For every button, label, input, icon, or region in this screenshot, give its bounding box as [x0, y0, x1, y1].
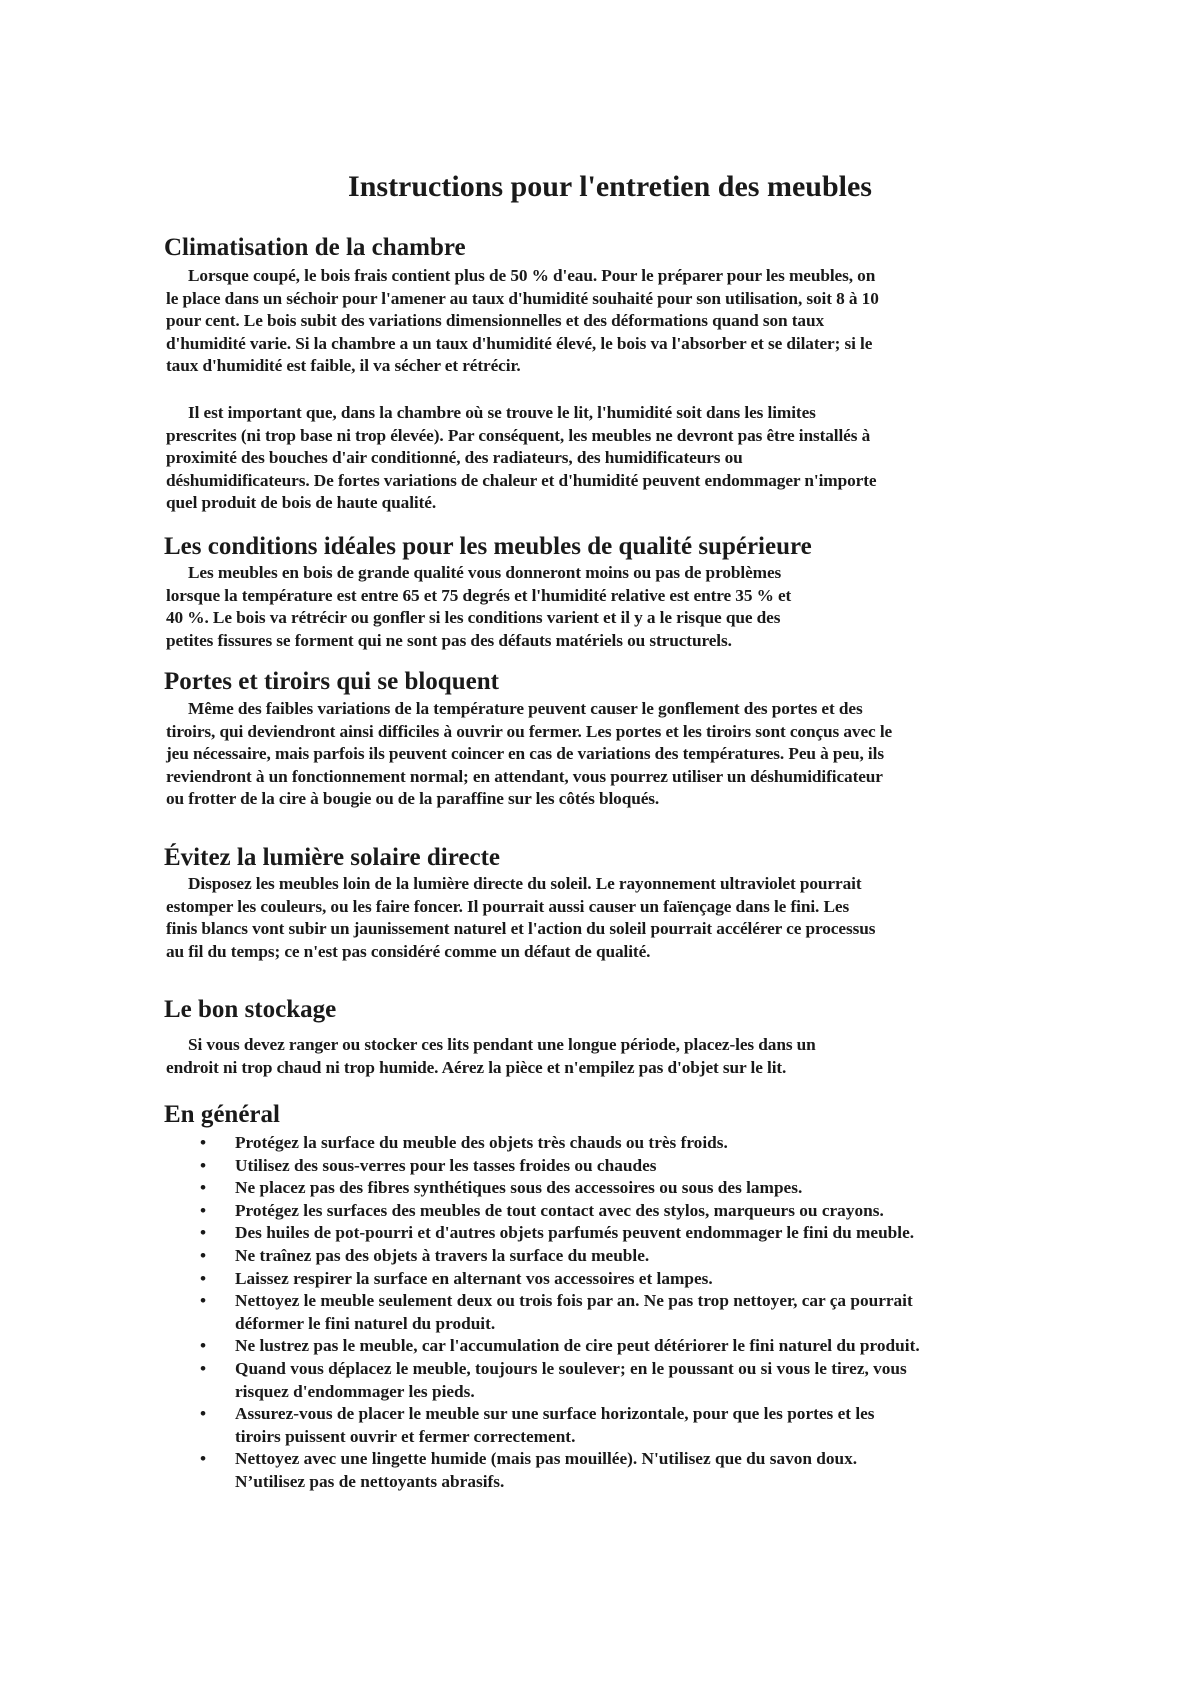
heading-conditions-ideales: Les conditions idéales pour les meubles de qualité supérieure: [164, 533, 812, 560]
paragraph-line: ou frotter de la cire à bougie ou de la paraffine sur les côtés bloqués.: [166, 789, 660, 809]
list-item-text: risquez d'endommager les pieds.: [235, 1381, 475, 1401]
paragraph: [166, 1034, 816, 1079]
list-item: [200, 1358, 920, 1403]
list-item-text: Ne traînez pas des objets à travers la surface du meuble.: [235, 1245, 650, 1265]
paragraph-line: le place dans un séchoir pour l'amener au taux d'humidité souhaité pour son utilisation, soit 8 à 10: [166, 288, 879, 308]
heading-climatisation: Climatisation de la chambre: [164, 234, 466, 261]
paragraph-line: Il est important que, dans la chambre où se trouve le lit, l'humidité soit dans les limites: [188, 403, 816, 422]
list-item: [200, 1200, 920, 1223]
paragraph-line: au fil du temps; ce n'est pas considéré comme un défaut de qualité.: [166, 941, 651, 961]
bullet-icon: •: [200, 1223, 207, 1243]
heading-en-general: En général: [164, 1101, 280, 1128]
bullet-icon: •: [200, 1155, 207, 1175]
paragraph-line: déshumidificateurs. De fortes variations de chaleur et d'humidité peuvent endommager n'importe: [166, 470, 877, 490]
bullet-icon: •: [200, 1358, 207, 1378]
paragraph-line: Disposez les meubles loin de la lumière directe du soleil. Le rayonnement ultraviolet pourrait: [188, 874, 862, 893]
list-item: [200, 1448, 920, 1493]
bullet-icon: •: [200, 1404, 207, 1424]
paragraph: [166, 402, 876, 515]
paragraph-line: finis blancs vont subir un jaunissement naturel et l'action du soleil pourrait accélérer ce processus: [166, 919, 876, 939]
paragraph: [166, 562, 791, 652]
paragraph-line: proximité des bouches d'air conditionné, des radiateurs, des humidificateurs ou: [166, 448, 743, 468]
list-item-text: Ne placez pas des fibres synthétiques sous des accessoires ou sous des lampes.: [235, 1178, 803, 1198]
paragraph-line: pour cent. Le bois subit des variations dimensionnelles et des déformations quand son taux: [166, 311, 825, 331]
list-item: [200, 1290, 920, 1335]
list-item-text: N’utilisez pas de nettoyants abrasifs.: [235, 1471, 505, 1491]
paragraph-line: tiroirs, qui deviendront ainsi difficiles à ouvrir ou fermer. Les portes et les tiroirs sont conçus avec le: [166, 721, 893, 741]
list-item-text: Protégez les surfaces des meubles de tout contact avec des stylos, marqueurs ou crayons.: [235, 1200, 884, 1220]
bullet-icon: •: [200, 1245, 207, 1265]
paragraph-line: prescrites (ni trop base ni trop élevée). Par conséquent, les meubles ne devront pas être installés à: [166, 425, 871, 445]
paragraph-line: d'humidité varie. Si la chambre a un taux d'humidité élevé, le bois va l'absorber et se dilater; si le: [166, 333, 873, 353]
bullet-icon: •: [200, 1336, 207, 1356]
paragraph-line: Lorsque coupé, le bois frais contient plus de 50 % d'eau. Pour le préparer pour les meubles, on: [188, 266, 876, 285]
paragraph-line: estomper les couleurs, ou les faire foncer. Il pourrait aussi causer un faïençage dans le fini. Les: [166, 896, 850, 916]
paragraph-line: taux d'humidité est faible, il va sécher et rétrécir.: [166, 356, 521, 376]
list-item-text: Assurez-vous de placer le meuble sur une surface horizontale, pour que les portes et les: [235, 1404, 875, 1424]
list-item-text: Quand vous déplacez le meuble, toujours le soulever; en le poussant ou si vous le tirez, vous: [235, 1358, 907, 1378]
list-item: [200, 1245, 920, 1268]
list-item: [200, 1155, 920, 1178]
paragraph-line: Les meubles en bois de grande qualité vous donneront moins ou pas de problèmes: [188, 563, 782, 582]
paragraph-line: petites fissures se forment qui ne sont pas des défauts matériels ou structurels.: [166, 630, 732, 650]
paragraph: [166, 265, 879, 378]
heading-lumiere-solaire: Évitez la lumière solaire directe: [164, 844, 501, 871]
list-item-text: tiroirs puissent ouvrir et fermer correctement.: [235, 1426, 576, 1446]
paragraph-line: Même des faibles variations de la température peuvent causer le gonflement des portes et des: [188, 699, 863, 718]
list-item-text: Protégez la surface du meuble des objets très chauds ou très froids.: [235, 1133, 728, 1152]
heading-portes-tiroirs: Portes et tiroirs qui se bloquent: [164, 668, 499, 695]
bullet-icon: •: [200, 1133, 207, 1152]
bullet-icon: •: [200, 1268, 207, 1288]
paragraph: [166, 698, 892, 811]
paragraph-line: quel produit de bois de haute qualité.: [166, 493, 437, 513]
list-item-text: Laissez respirer la surface en alternant vos accessoires et lampes.: [235, 1268, 713, 1288]
list-item-text: Ne lustrez pas le meuble, car l'accumulation de cire peut détériorer le fini naturel du produit.: [235, 1336, 920, 1356]
list-item-text: Nettoyez le meuble seulement deux ou trois fois par an. Ne pas trop nettoyer, car ça pourrait: [235, 1291, 913, 1311]
bullet-icon: •: [200, 1291, 207, 1311]
list-item: [200, 1403, 920, 1448]
paragraph: [166, 873, 875, 963]
paragraph-line: jeu nécessaire, mais parfois ils peuvent coincer en cas de variations des températures. Peu à peu, ils: [166, 744, 884, 764]
care-tips-list: [200, 1132, 920, 1494]
bullet-icon: •: [200, 1178, 207, 1198]
paragraph-line: Si vous devez ranger ou stocker ces lits pendant une longue période, placez-les dans un: [188, 1035, 816, 1054]
document-title: Instructions pour l'entretien des meubles: [348, 170, 872, 203]
list-item: [200, 1268, 920, 1291]
list-item: [200, 1335, 920, 1358]
paragraph-line: endroit ni trop chaud ni trop humide. Aérez la pièce et n'empilez pas d'objet sur le lit.: [166, 1057, 787, 1077]
list-item: [200, 1132, 920, 1155]
list-item: [200, 1222, 920, 1245]
paragraph-line: reviendront à un fonctionnement normal; en attendant, vous pourrez utiliser un déshumidificateur: [166, 766, 883, 786]
bullet-icon: •: [200, 1200, 207, 1220]
list-item-text: Nettoyez avec une lingette humide (mais pas mouillée). N'utilisez que du savon doux.: [235, 1449, 858, 1469]
list-item-text: déformer le fini naturel du produit.: [235, 1313, 496, 1333]
bullet-icon: •: [200, 1449, 207, 1469]
list-item-text: Utilisez des sous-verres pour les tasses froides ou chaudes: [235, 1155, 657, 1175]
paragraph-line: lorsque la température est entre 65 et 75 degrés et l'humidité relative est entre 35 % et: [166, 585, 792, 605]
list-item: [200, 1177, 920, 1200]
heading-stockage: Le bon stockage: [164, 996, 337, 1023]
list-item-text: Des huiles de pot-pourri et d'autres objets parfumés peuvent endommager le fini du meuble.: [235, 1223, 915, 1243]
paragraph-line: 40 %. Le bois va rétrécir ou gonfler si les conditions varient et il y a le risque que des: [166, 608, 781, 628]
